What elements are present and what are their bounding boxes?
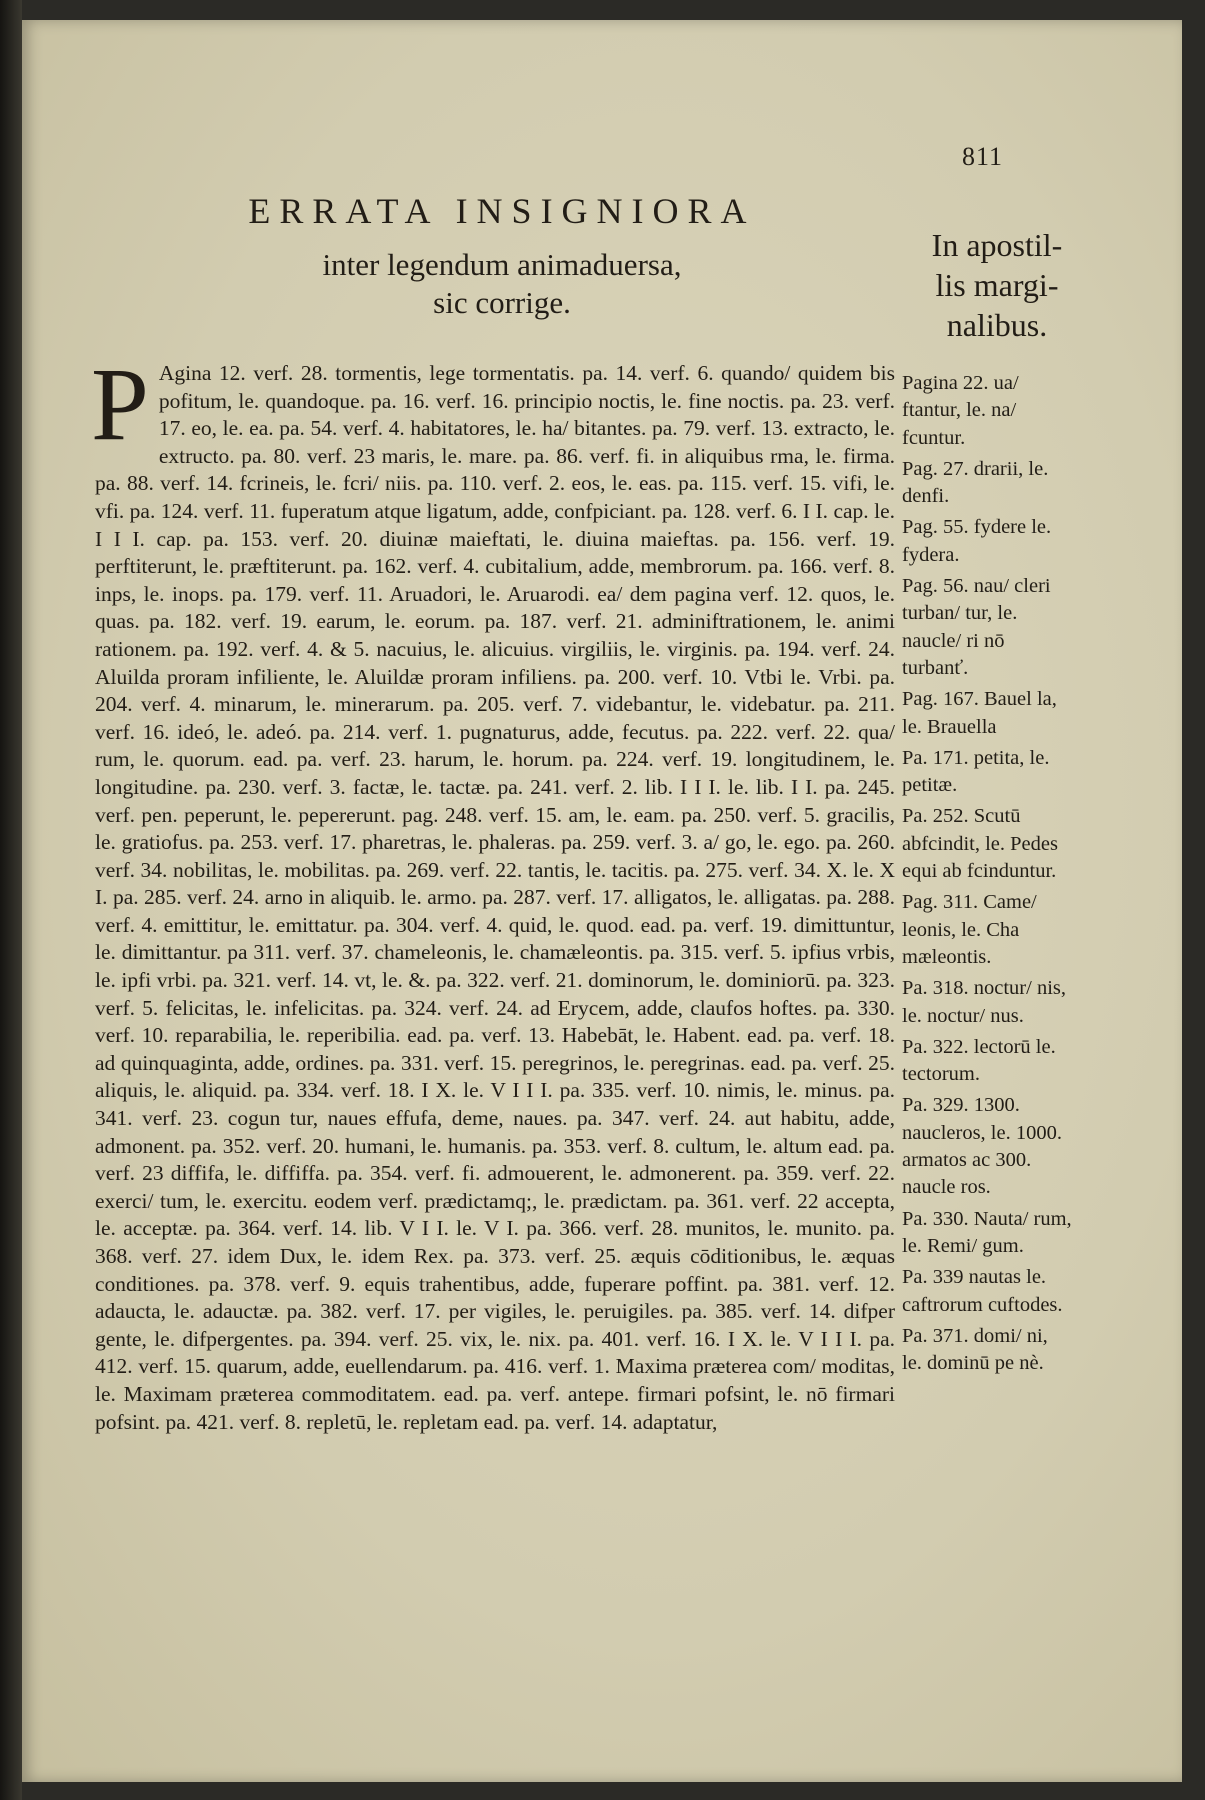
errata-body-text bbox=[91, 347, 895, 1436]
subtitle-line: inter legendum animaduersa, bbox=[322, 247, 682, 282]
margin-note: Pag. 167. Bauel la, le. Brauella bbox=[902, 688, 1057, 738]
book-binding-edge bbox=[0, 0, 22, 1800]
margin-note: Pa. 330. Nauta/ rum, le. Remi/ gum. bbox=[902, 1207, 1072, 1257]
margin-note: Pa. 371. domi/ ni, le. dominū pe nè. bbox=[902, 1324, 1048, 1375]
margin-notes-column bbox=[902, 370, 1072, 1381]
margin-heading-line: In apostil- bbox=[931, 227, 1063, 263]
margin-note: Pag. 311. Came/ leonis, le. Cha mæleontis. bbox=[902, 891, 1037, 968]
margin-heading bbox=[902, 225, 1092, 345]
margin-heading-line: lis margi- bbox=[935, 267, 1059, 303]
margin-note: Pagina 22. ua/ ftantur, le. na/ fcuntur. bbox=[902, 372, 1019, 449]
margin-note: Pa. 322. lectorū le. tectorum. bbox=[902, 1035, 1056, 1086]
errata-paragraph: Agina 12. verf. 28. tormentis, lege tormentatis. pa. 14. verf. 6. quando/ quidem bis pofitum, le. quandoque. pa. 16. verf. 16. principio noctis, le. fine noctis. pa. 23. verf. 17. eo, le. ea. pa. 54. verf. 4. habitatores, le. ha/ bitantes. pa. 79. verf. 13. extracto, le. extructo. pa. 80. verf. 23 maris, le. mare. pa. 86. verf. fi. in aliquibus rma, le. firma. pa. 88. verf. 14. fcrineis, le. fcri/ niis. pa. 110. verf. 2. eos, le. eas. pa. 115. verf. 15. vifi, le. vfi. pa. 124. verf. 11. fuperatum atque ligatum, adde, confpiciant. pa. 128. verf. 6. I I. cap. le. I I I. cap. pa. 153. verf. 20. diuinæ maieftati, le. diuina maieftas. pa. 156. verf. 19. perftiterunt, le. præftiterunt. pa. 162. verf. 4. cubitalium, adde, membrorum. pa. 166. verf. 8. inps, le. inops. pa. 179. verf. 11. Aruadori, le. Aruarodi. ea/ dem pagina verf. 12. quos, le. quas. pa. 182. verf. 19. earum, le. eorum. pa. 187. verf. 21. adminiftrationem, le. animi rationem. pa. 192. verf. 4. & 5. nacuius, le. alicuius. virgiliis, le. virginis. pa. 194. verf. 24. Aluilda proram infiliente, le. Aluildæ proram infiliens. pa. 200. verf. 10. Vtbi le. Vrbi. pa. 204. verf. 4. minarum, le. minerarum. pa. 205. verf. 7. videbantur, le. videbatur. pa. 211. verf. 16. ideó, le. adeó. pa. 214. verf. 1. pugnaturus, adde, fecutus. pa. 222. verf. 22. qua/ rum, le. quorum. ead. pa. verf. 23. harum, le. horum. pa. 224. verf. 19. longitudinem, le. longitudine. pa. 230. verf. 3. factæ, le. tactæ. pa. 241. verf. 2. lib. I I I. le. lib. I I. pa. 245. verf. pen. peperunt, le. pepererunt. pag. 248. verf. 15. am, le. eam. pa. 250. verf. 5. gracilis, le. gratiofus. pa. 253. verf. 17. pharetras, le. phaleras. pa. 259. verf. 3. a/ go, le. ego. pa. 260. verf. 34. nobilitas, le. mobilitas. pa. 269. verf. 22. tantis, le. tacitis. pa. 275. verf. 34. X. le. X I. pa. 285. verf. 24. arno in aliquib. le. armo. pa. 287. verf. 17. alligatos, le. alligatas. pa. 288. verf. 4. emittitur, le. emittatur. pa. 304. verf. 4. quid, le. quod. ead. pa. verf. 19. dimittuntur, le. dimittantur. pa 311. verf. 37. chameleonis, le. chamæleontis. pa. 315. verf. 5. ipfius vrbis, le. ipfi vrbi. pa. 321. verf. 14. vt, le. &. pa. 322. verf. 21. dominorum, le. dominiorū. pa. 323. verf. 5. felicitas, le. infelicitas. pa. 324. verf. 24. ad Erycem, adde, claufos hoftes. pa. 330. verf. 10. reparabilia, le. reperibilia. ead. pa. verf. 13. Habebāt, le. Habent. ead. pa. verf. 18. ad quinquaginta, adde, ordines. pa. 331. verf. 15. peregrinos, le. peregrinas. ead. pa. verf. 25. aliquis, le. aliquid. pa. 334. verf. 18. I X. le. V I I I. pa. 335. verf. 10. nimis, le. minus. pa. 341. verf. 23. cogun tur, naues effufa, deme, naues. pa. 347. verf. 24. aut habitu, adde, admonent. pa. 352. verf. 20. humani, le. humanis. pa. 353. verf. 8. cultum, le. altum ead. pa. verf. 23 diffifa, le. diffiffa. pa. 354. verf. fi. admouerent, le. admonerent. pa. 359. verf. 22. exerci/ tum, le. exercitu. eodem verf. prædictamq;, le. prædictam. pa. 361. verf. 22 accepta, le. acceptæ. pa. 364. verf. 14. lib. V I I. le. V I. pa. 366. verf. 28. munitos, le. munito. pa. 368. verf. 27. idem Dux, le. idem Rex. pa. 373. verf. 25. æquis cōditionibus, le. æquas conditiones. pa. 378. verf. 9. equis trahentibus, adde, fuperare poffint. pa. 381. verf. 12. adaucta, le. adauctæ. pa. 382. verf. 17. per vigiles, le. peruigiles. pa. 385. verf. 14. difper gente, le. difpergentes. pa. 394. verf. 25. vix, le. nix. pa. 401. verf. 16. I X. le. V I I I. pa. 412. verf. 15. quarum, adde, euellendarum. pa. 416. verf. 1. Maxima præterea com/ moditas, le. Maximam præterea commoditatem. ead. pa. verf. antepe. firmari pofsint, le. nō firmari pofsint. pa. 421. verf. 8. repletū, le. repletam ead. pa. verf. 14. adaptatur, bbox=[95, 361, 895, 1434]
margin-note: Pag. 56. nau/ cleri turban/ tur, le. naucle/ ri nō turbanť. bbox=[902, 575, 1051, 679]
page-subtitle bbox=[292, 246, 712, 322]
margin-note: Pa. 171. petita, le. petitæ. bbox=[902, 746, 1050, 797]
book-page bbox=[22, 20, 1182, 1782]
margin-note: Pa. 329. 1300. naucleros, le. 1000. armatos ac 300. naucle ros. bbox=[902, 1094, 1062, 1199]
page-number: 811 bbox=[962, 142, 1004, 171]
margin-note: Pag. 55. fydere le. fydera. bbox=[902, 516, 1052, 566]
drop-cap-letter: P bbox=[91, 347, 149, 462]
subtitle-line: sic corrige. bbox=[433, 285, 571, 320]
margin-heading-line: nalibus. bbox=[946, 307, 1048, 343]
margin-note: Pag. 27. drarii, le. denfi. bbox=[902, 457, 1049, 508]
margin-note: Pa. 252. Scutū abfcindit, le. Pedes equi ab fcinduntur. bbox=[902, 805, 1058, 883]
page-title: ERRATA INSIGNIORA bbox=[248, 191, 756, 231]
margin-note: Pa. 339 nautas le. caftrorum cuftodes. bbox=[902, 1266, 1063, 1316]
margin-note: Pa. 318. noctur/ nis, le. noctur/ nus. bbox=[902, 977, 1066, 1027]
